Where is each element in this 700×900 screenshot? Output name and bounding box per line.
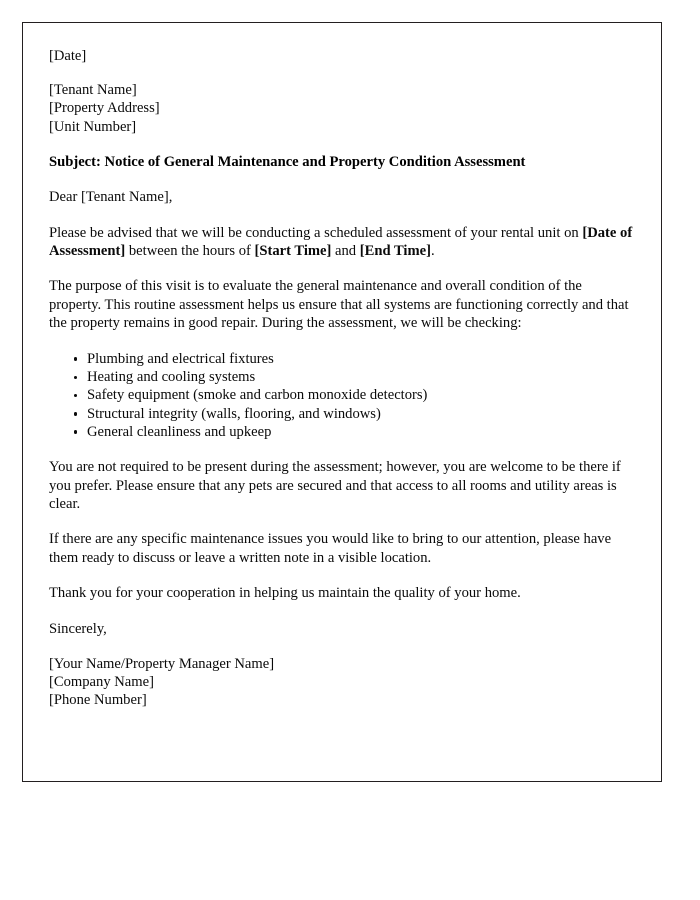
list-item-label: Structural integrity (walls, flooring, and windows) [87, 405, 381, 422]
paragraph-purpose: The purpose of this visit is to evaluate the general maintenance and overall condition of the property. This routine assessment helps us ensure that all systems are functioning correctly and that the property remains in good repair. During the assessment, we will be checking: [49, 278, 629, 332]
list-item-label: Heating and cooling systems [87, 368, 256, 385]
paragraph-thanks: Thank you for your cooperation in helping us maintain the quality of your home. [49, 585, 521, 602]
spacer-after-issues [49, 567, 633, 584]
signature-company-name: [Company Name] [49, 674, 154, 691]
list-item [49, 350, 633, 368]
bullet-dot-icon [74, 430, 77, 433]
list-item [49, 386, 633, 404]
notice-intro-text: Please be advised that we will be conducting a scheduled assessment of your rental unit on [49, 224, 583, 241]
spacer-before-signature [49, 638, 633, 655]
list-item-label: Safety equipment (smoke and carbon monoxide detectors) [87, 387, 428, 404]
list-item [49, 405, 633, 423]
notice-and-text: and [331, 243, 360, 260]
notice-mid-text: between the hours of [125, 243, 255, 260]
list-item-label: General cleanliness and upkeep [87, 423, 272, 440]
bullet-dot-icon [74, 394, 77, 397]
recipient-tenant-name: [Tenant Name] [49, 82, 137, 99]
spacer-after-list [49, 441, 633, 458]
bullet-dot-icon [74, 376, 77, 379]
subject-line: Subject: Notice of General Maintenance and Property Condition Assessment [49, 153, 526, 170]
list-item [49, 423, 633, 441]
signature-manager-name: [Your Name/Property Manager Name] [49, 655, 275, 672]
list-item [49, 368, 633, 386]
recipient-unit-number: [Unit Number] [49, 118, 137, 135]
notice-end-punctuation: . [430, 243, 435, 260]
letter-content [49, 47, 633, 710]
start-time-placeholder: [Start Time] [254, 243, 332, 260]
date-of-assessment-placeholder: [Date of Assessment] [49, 224, 633, 260]
closing: Sincerely, [49, 620, 107, 637]
bullet-dot-icon [74, 412, 77, 415]
letter-page-border [22, 22, 662, 782]
paragraph-issues: If there are any specific maintenance issues you would like to bring to our attention, please have them ready to discuss or leave a written note in a visible location. [49, 531, 612, 566]
paragraph-presence: You are not required to be present during the assessment; however, you are welcome to be there if you prefer. Please ensure that any pets are secured and that access to all rooms and utility areas is clear. [49, 459, 621, 512]
paragraph-notice [49, 224, 633, 261]
spacer-after-recipient [49, 136, 633, 153]
spacer-after-notice [49, 260, 633, 277]
spacer-after-subject [49, 171, 633, 188]
bullet-dot-icon [74, 357, 77, 360]
assessment-checklist [49, 350, 633, 441]
date-placeholder: [Date] [49, 48, 87, 64]
salutation: Dear [Tenant Name], [49, 189, 173, 206]
spacer-after-date [49, 65, 633, 81]
signature-phone-number: [Phone Number] [49, 692, 147, 709]
spacer-before-list [49, 333, 633, 350]
end-time-placeholder: [End Time] [359, 243, 431, 260]
spacer-before-closing [49, 603, 633, 620]
list-item-label: Plumbing and electrical fixtures [87, 350, 274, 367]
spacer-after-salutation [49, 207, 633, 224]
recipient-property-address: [Property Address] [49, 100, 160, 117]
spacer-after-presence [49, 513, 633, 530]
